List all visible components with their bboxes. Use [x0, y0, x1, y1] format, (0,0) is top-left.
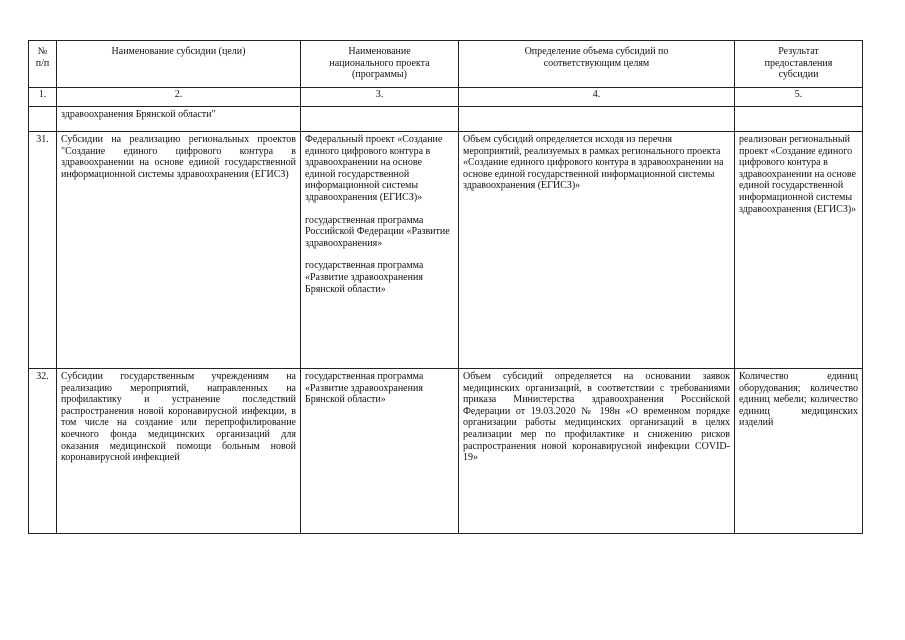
continuation-name-cell: здравоохранения Брянской области": [57, 107, 301, 132]
column-number: 3.: [301, 88, 459, 107]
header-definition-text: Определение объема субсидий по соответствующим целям: [524, 46, 669, 69]
result-cell: Количество единиц оборудования; количество единиц мебели; количество единиц медицинских изделий: [735, 369, 863, 534]
header-name-text: Наименование субсидии (цели): [111, 46, 246, 57]
continuation-row: [29, 107, 863, 132]
column-number: 1.: [29, 88, 57, 107]
column-number: 2.: [57, 88, 301, 107]
row-number: 31.: [29, 132, 57, 369]
subsidy-name-cell: Субсидии на реализацию региональных проектов "Создание единого цифрового контура в здравоохранении на основе единой государственной информационной системы здравоохранения (ЕГИСЗ): [57, 132, 301, 369]
row-number: 32.: [29, 369, 57, 534]
table-row: [29, 132, 863, 369]
subsidy-table: [28, 40, 863, 534]
subsidy-name-cell: Субсидии государственным учреждениям на реализацию мероприятий, направленных на профилактику и устранение последствий распространения новой коронавирусной инфекции, в том числе на создание или перепрофилирование коечного фонда медицинских организаций для оказания медицинской помощи больным новой коронавирусной инфекцией: [57, 369, 301, 534]
project-cell: [301, 369, 459, 534]
continuation-project-cell: [301, 107, 459, 132]
column-number-row: [29, 88, 863, 107]
project-text: государственная программа «Развитие здравоохранения Брянской области»: [305, 371, 424, 406]
header-project-text: Наименование национального проекта (программы): [329, 46, 430, 81]
definition-cell: Объем субсидий определяется исходя из перечня мероприятий, реализуемых в рамках регионального проекта «Создание единого цифрового контура в здравоохранении на основе единой государственной информационной системы здравоохранения (ЕГИСЗ)»: [459, 132, 735, 369]
header-name: [57, 41, 301, 88]
continuation-result-cell: [735, 107, 863, 132]
header-row: [29, 41, 863, 88]
header-project: [301, 41, 459, 88]
header-result: [735, 41, 863, 88]
table-row: [29, 369, 863, 534]
project-text: государственная программа Российской Федерации «Развитие здравоохранения»: [305, 214, 450, 249]
project-text: Федеральный проект «Создание единого цифрового контура в здравоохранении на основе единой государственной информационной системы здравоохранения (ЕГИСЗ)»: [305, 134, 443, 203]
header-num-text: № п/п: [35, 46, 50, 69]
project-text: государственная программа «Развитие здравоохранения Брянской области»: [305, 260, 424, 295]
column-number: 5.: [735, 88, 863, 107]
project-cell: [301, 132, 459, 369]
result-cell: реализован региональный проект «Создание единого цифрового контура в здравоохранении на основе единой государственной информационной системы здравоохранения (ЕГИСЗ)»: [735, 132, 863, 369]
header-num: [29, 41, 57, 88]
definition-cell: Объем субсидий определяется на основании заявок медицинских организаций, в соответствии с требованиями приказа Министерства здравоохранения Российской Федерации от 19.03.2020 № 198н «О временном порядке организации работы медицинских организаций в целях реализации мер по профилактике и снижению рисков распространения новой коронавирусной инфекции COVID-19»: [459, 369, 735, 534]
continuation-num-cell: [29, 107, 57, 132]
column-number: 4.: [459, 88, 735, 107]
header-definition: [459, 41, 735, 88]
header-result-text: Результат предоставления субсидии: [764, 46, 833, 81]
continuation-definition-cell: [459, 107, 735, 132]
